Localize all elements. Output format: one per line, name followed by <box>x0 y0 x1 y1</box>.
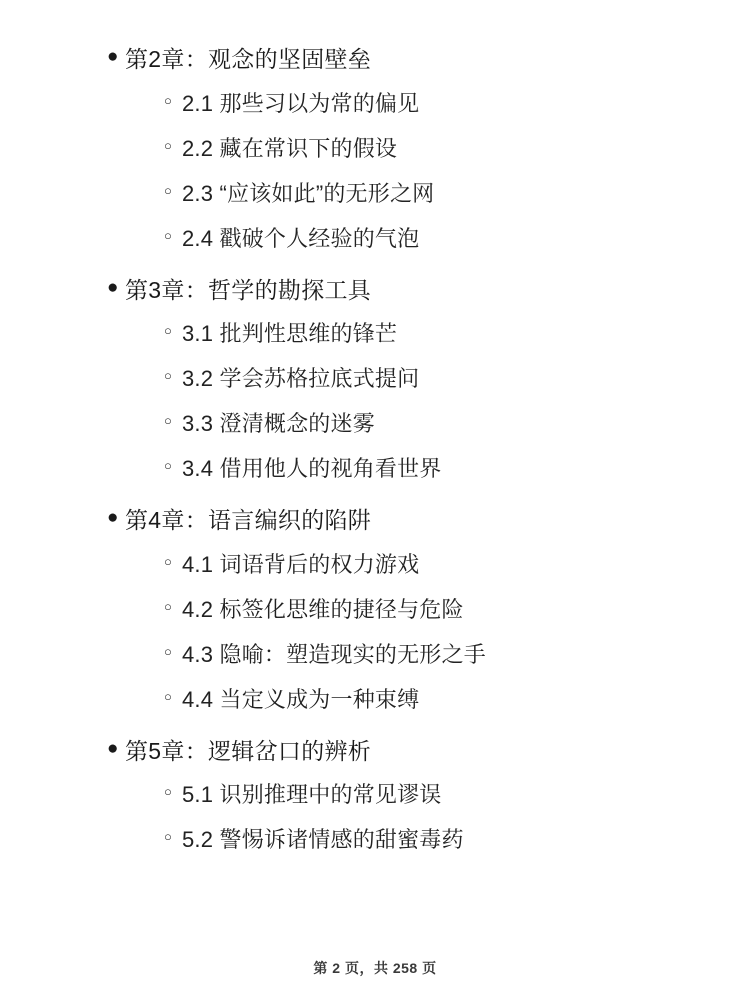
list-item <box>52 778 698 811</box>
chapter-title: 第3章：哲学的勘探工具 <box>125 276 372 303</box>
section-title: 3.1 批判性思维的锋芒 <box>182 321 398 346</box>
circle-bullet-icon: ○ <box>164 227 172 243</box>
list-item <box>52 638 698 671</box>
disc-bullet-icon: ● <box>107 46 119 67</box>
section-title: 4.2 标签化思维的捷径与危险 <box>182 596 464 622</box>
disc-bullet-icon: ● <box>107 276 119 298</box>
toc-chapter <box>52 42 698 255</box>
list-item <box>52 683 698 716</box>
section-list <box>52 317 698 485</box>
list-item <box>52 222 698 255</box>
circle-bullet-icon: ○ <box>164 643 172 659</box>
list-item <box>52 452 698 485</box>
toc-chapter <box>52 273 698 486</box>
circle-bullet-icon: ○ <box>164 829 172 844</box>
section-title: 4.4 当定义成为一种束缚 <box>182 686 420 712</box>
section-title: 5.1 识别推理中的常见谬误 <box>182 782 442 807</box>
circle-bullet-icon: ○ <box>164 553 172 569</box>
circle-bullet-icon: ○ <box>164 368 172 383</box>
disc-bullet-icon: ● <box>107 737 119 759</box>
disc-bullet-icon: ● <box>107 507 119 528</box>
list-item <box>52 132 698 165</box>
list-item <box>52 548 698 581</box>
circle-bullet-icon: ○ <box>164 784 172 799</box>
toc-chapter <box>52 503 698 716</box>
circle-bullet-icon: ○ <box>164 182 172 198</box>
section-list <box>52 87 698 255</box>
circle-bullet-icon: ○ <box>164 688 172 704</box>
list-item <box>52 407 698 440</box>
section-title: 5.2 警惕诉诸情感的甜蜜毒药 <box>182 827 464 852</box>
toc-chapter <box>52 734 698 857</box>
section-title: 2.4 戳破个人经验的气泡 <box>182 225 420 251</box>
section-title: 2.3 “应该如此”的无形之网 <box>182 180 435 206</box>
table-of-contents <box>52 42 698 856</box>
section-list <box>52 778 698 856</box>
chapter-heading <box>52 42 698 77</box>
list-item <box>52 87 698 120</box>
circle-bullet-icon: ○ <box>164 323 172 338</box>
section-title: 3.2 学会苏格拉底式提问 <box>182 366 420 391</box>
page-footer: 第 2 页，共 258 页 <box>313 960 437 976</box>
circle-bullet-icon: ○ <box>164 137 172 153</box>
chapter-heading <box>52 503 698 538</box>
section-list <box>52 548 698 716</box>
list-item <box>52 593 698 626</box>
section-title: 2.2 藏在常识下的假设 <box>182 135 398 161</box>
circle-bullet-icon: ○ <box>164 92 172 108</box>
section-title: 4.3 隐喻：塑造现实的无形之手 <box>182 641 486 667</box>
list-item <box>52 177 698 210</box>
list-item <box>52 362 698 395</box>
section-title: 2.1 那些习以为常的偏见 <box>182 90 420 116</box>
section-title: 3.3 澄清概念的迷雾 <box>182 411 375 436</box>
circle-bullet-icon: ○ <box>164 598 172 614</box>
chapter-title: 第4章：语言编织的陷阱 <box>125 507 372 533</box>
chapter-heading <box>52 273 698 308</box>
list-item <box>52 317 698 350</box>
circle-bullet-icon: ○ <box>164 458 172 473</box>
chapter-title: 第5章：逻辑岔口的辨析 <box>125 737 372 764</box>
chapter-title: 第2章：观念的坚固壁垒 <box>125 46 372 72</box>
section-title: 4.1 词语背后的权力游戏 <box>182 551 420 577</box>
list-item <box>52 823 698 856</box>
section-title: 3.4 借用他人的视角看世界 <box>182 456 442 481</box>
circle-bullet-icon: ○ <box>164 413 172 428</box>
chapter-heading <box>52 734 698 769</box>
